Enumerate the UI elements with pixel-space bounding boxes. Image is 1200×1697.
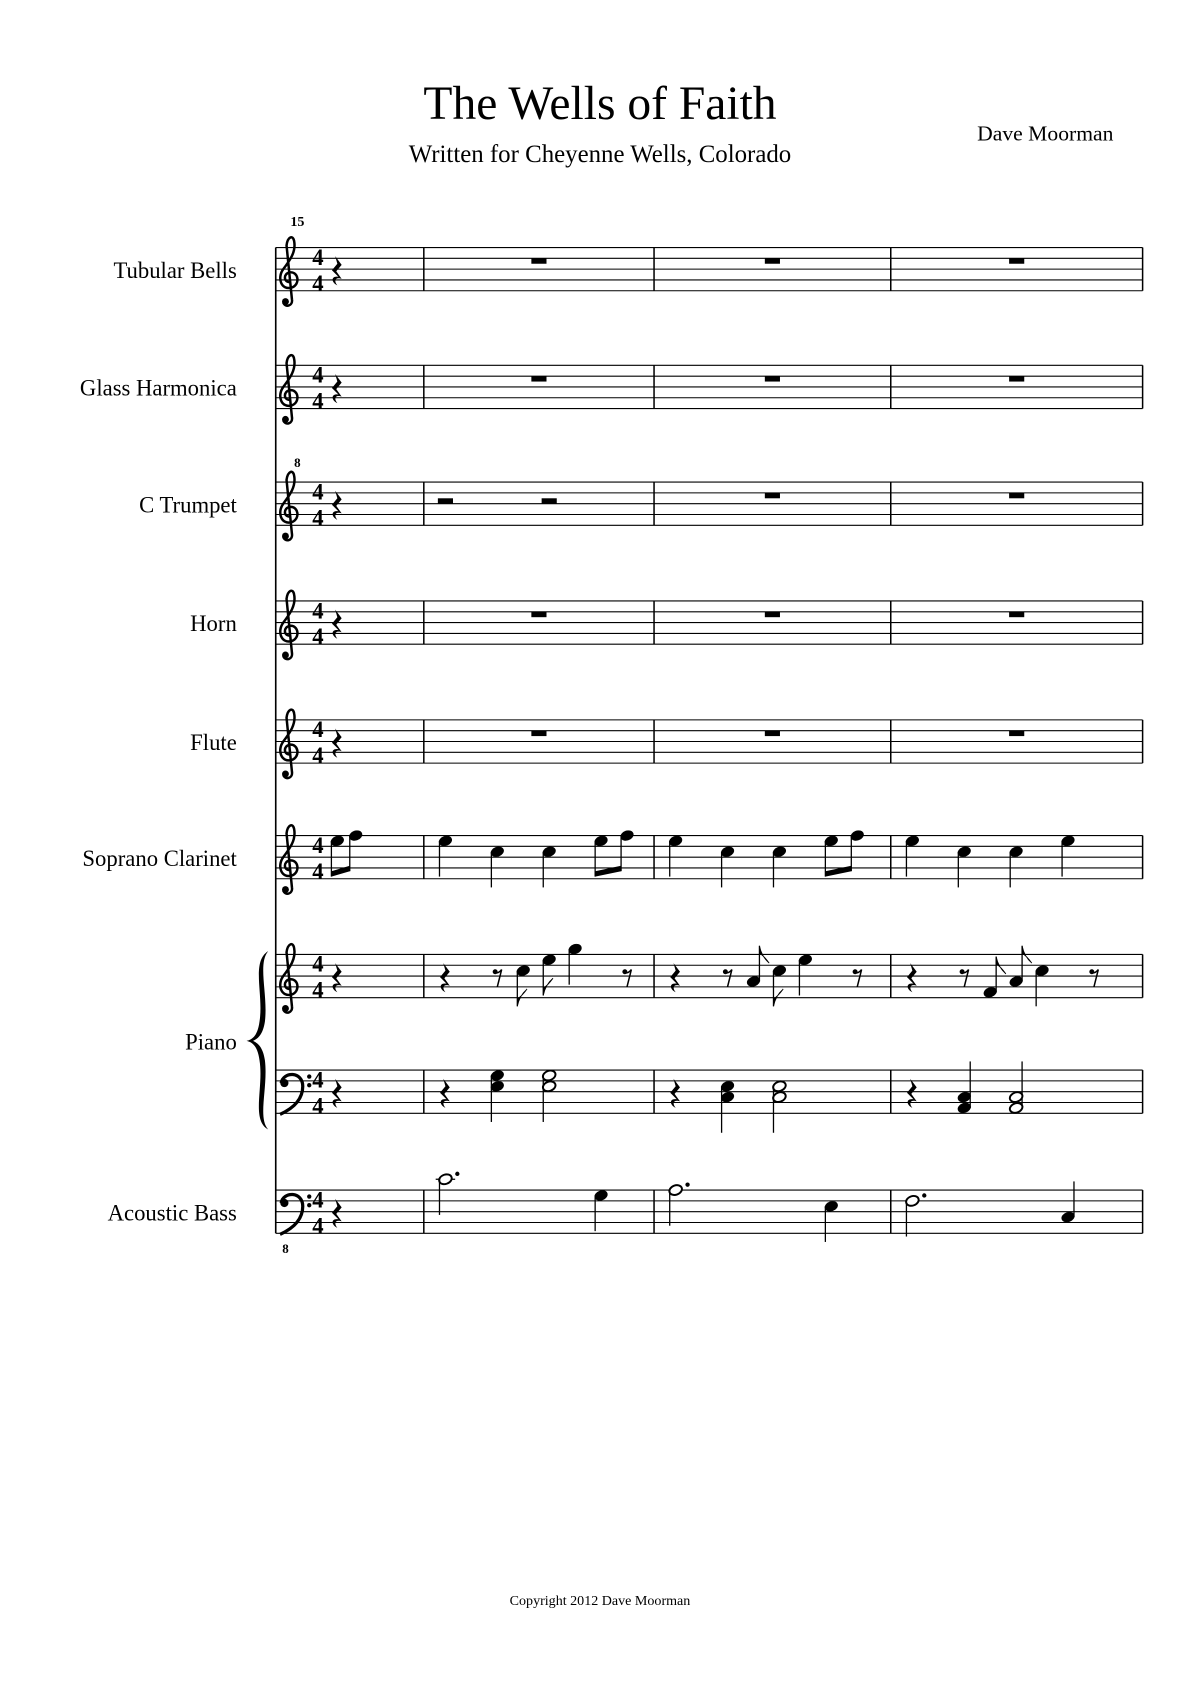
dot <box>922 1193 926 1197</box>
time-signature-bottom: 4 <box>312 858 324 884</box>
staff-piano <box>185 942 1142 1054</box>
whole-rest <box>1009 376 1024 381</box>
half-rest <box>542 498 557 503</box>
instrument-name: Flute <box>190 730 237 756</box>
whole-rest <box>531 731 546 736</box>
time-signature-bottom: 4 <box>312 1213 324 1239</box>
treble-clef-icon <box>282 416 289 423</box>
instrument-name: Tubular Bells <box>113 257 237 283</box>
instrument-name: Piano <box>185 1029 237 1055</box>
time-signature-top: 4 <box>312 479 324 505</box>
time-signature-top: 4 <box>312 1187 324 1213</box>
whole-rest <box>765 731 780 736</box>
bass-clef-dot <box>307 1194 311 1198</box>
treble-clef-icon <box>282 886 289 893</box>
copyright: Copyright 2012 Dave Moorman <box>509 1593 691 1610</box>
whole-rest <box>765 258 780 263</box>
bass-clef-icon <box>280 1079 288 1087</box>
staff-piano-bass <box>276 1061 1143 1132</box>
whole-rest <box>1009 493 1024 498</box>
quarter-rest <box>332 1199 342 1228</box>
bass-clef-dot <box>307 1203 311 1207</box>
staff-acoustic-bass <box>108 1172 1143 1256</box>
instrument-name: Horn <box>190 611 237 637</box>
time-signature-bottom: 4 <box>312 388 324 414</box>
time-signature-bottom: 4 <box>312 624 324 650</box>
staff-horn <box>190 591 1142 659</box>
treble-clef-icon <box>282 1005 289 1012</box>
measure-number: 15 <box>290 213 305 230</box>
time-signature-top: 4 <box>312 951 324 977</box>
time-signature-top: 4 <box>312 244 324 270</box>
bass-clef-icon <box>280 1199 288 1207</box>
octave-marker: 8 <box>282 1240 289 1256</box>
score-title: The Wells of Faith <box>423 77 777 130</box>
time-signature-bottom: 4 <box>312 743 324 769</box>
quarter-rest <box>332 374 342 403</box>
instrument-name: Acoustic Bass <box>107 1200 237 1226</box>
quarter-rest <box>332 729 342 758</box>
whole-rest <box>765 493 780 498</box>
whole-rest <box>531 376 546 381</box>
quarter-rest <box>670 1079 680 1108</box>
staff-glass-harmonica <box>80 355 1143 423</box>
staff-tubular-bells <box>113 237 1142 305</box>
quarter-rest <box>670 963 680 992</box>
bass-clef-dot <box>307 1074 311 1078</box>
staff-c-trumpet <box>139 455 1143 540</box>
time-signature-bottom: 4 <box>312 977 324 1003</box>
time-signature-top: 4 <box>312 1067 324 1093</box>
time-signature-top: 4 <box>312 717 324 743</box>
time-signature-bottom: 4 <box>312 1093 324 1119</box>
whole-rest <box>531 258 546 263</box>
piano-brace <box>247 951 269 1129</box>
half-rest <box>438 498 453 503</box>
quarter-rest <box>332 491 342 520</box>
octave-marker: 8 <box>294 454 301 470</box>
treble-clef-icon <box>282 652 289 659</box>
staff-flute <box>190 710 1142 778</box>
quarter-rest <box>907 1079 917 1108</box>
composer: Dave Moorman <box>977 121 1114 146</box>
whole-rest <box>1009 731 1024 736</box>
dot <box>455 1172 459 1176</box>
instrument-name: Glass Harmonica <box>79 375 237 401</box>
whole-rest <box>531 612 546 617</box>
time-signature-top: 4 <box>312 832 324 858</box>
treble-clef-icon <box>282 298 289 305</box>
time-signature-top: 4 <box>312 362 324 388</box>
time-signature-top: 4 <box>312 598 324 624</box>
whole-rest <box>1009 258 1024 263</box>
staff-soprano-clarinet <box>82 825 1142 893</box>
whole-rest <box>1009 612 1024 617</box>
time-signature-bottom: 4 <box>312 505 324 531</box>
treble-clef-icon <box>282 533 289 540</box>
bass-clef-dot <box>307 1083 311 1087</box>
quarter-rest <box>440 963 450 992</box>
instrument-name: C Trumpet <box>139 492 237 518</box>
time-signature-bottom: 4 <box>312 270 324 296</box>
score-subtitle: Written for Cheyenne Wells, Colorado <box>408 141 792 169</box>
whole-rest <box>765 612 780 617</box>
quarter-rest <box>332 1079 342 1108</box>
quarter-rest <box>332 963 342 992</box>
instrument-name: Soprano Clarinet <box>82 845 237 871</box>
quarter-rest <box>332 610 342 639</box>
dot <box>685 1182 689 1186</box>
treble-clef-icon <box>282 770 289 777</box>
quarter-rest <box>907 963 917 992</box>
staff-system <box>80 237 1143 1255</box>
quarter-rest <box>440 1079 450 1108</box>
whole-rest <box>765 376 780 381</box>
quarter-rest <box>332 256 342 285</box>
